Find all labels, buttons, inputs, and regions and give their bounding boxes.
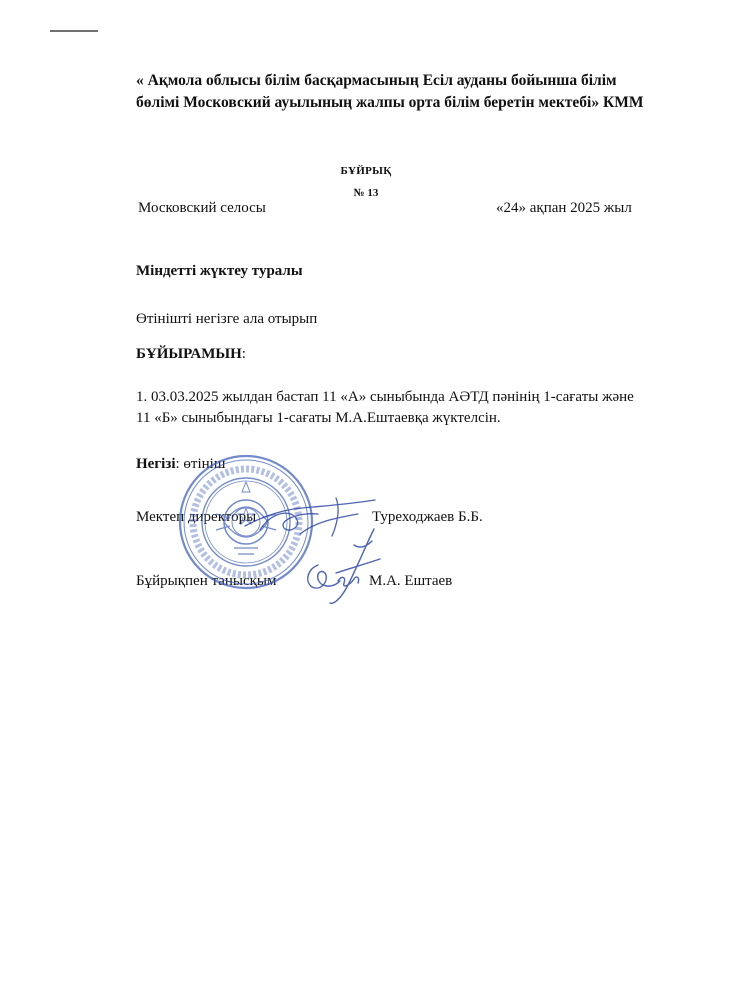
director-name: Туреходжаев Б.Б. <box>372 509 483 525</box>
order-item-1-line-1: 1. 03.03.2025 жылдан бастап 11 «А» сыныбында АӘТД пәнінің 1-сағаты және <box>136 389 634 405</box>
order-date: «24» ақпан 2025 жыл <box>496 200 632 216</box>
organization-line-2: бөлімі Московский ауылының жалпы орта білім беретін мектебі» КММ <box>136 94 644 111</box>
order-directive <box>136 346 246 363</box>
footer-basis-value: : өтініш <box>175 456 226 472</box>
order-item-1-line-2: 11 «Б» сыныбындағы 1-сағаты М.А.Ештаевқа жүктелсін. <box>136 410 501 426</box>
order-number: № 13 <box>353 187 379 199</box>
footer-basis-label: Негізі <box>136 456 176 472</box>
order-subject: Міндетті жүктеу туралы <box>136 263 303 279</box>
acquainted-name: М.А. Ештаев <box>369 573 453 589</box>
order-place: Московский селосы <box>138 200 266 216</box>
acquainted-signature-icon <box>296 525 386 610</box>
order-directive-word: БҰЙЫРАМЫН <box>136 346 242 362</box>
organization-line-1: « Ақмола облысы білім басқармасының Есіл ауданы бойынша білім <box>136 72 617 89</box>
scan-edge-mark <box>50 30 98 32</box>
basis-text: Өтінішті негізге ала отырып <box>136 311 318 327</box>
acquainted-label: Бұйрықпен танысқым <box>136 573 277 589</box>
order-title: БҰЙРЫҚ <box>340 165 392 177</box>
order-item-1 <box>136 387 706 429</box>
organization-header <box>136 70 706 114</box>
order-directive-colon: : <box>241 346 246 362</box>
director-label: Мектеп директоры <box>136 509 257 525</box>
